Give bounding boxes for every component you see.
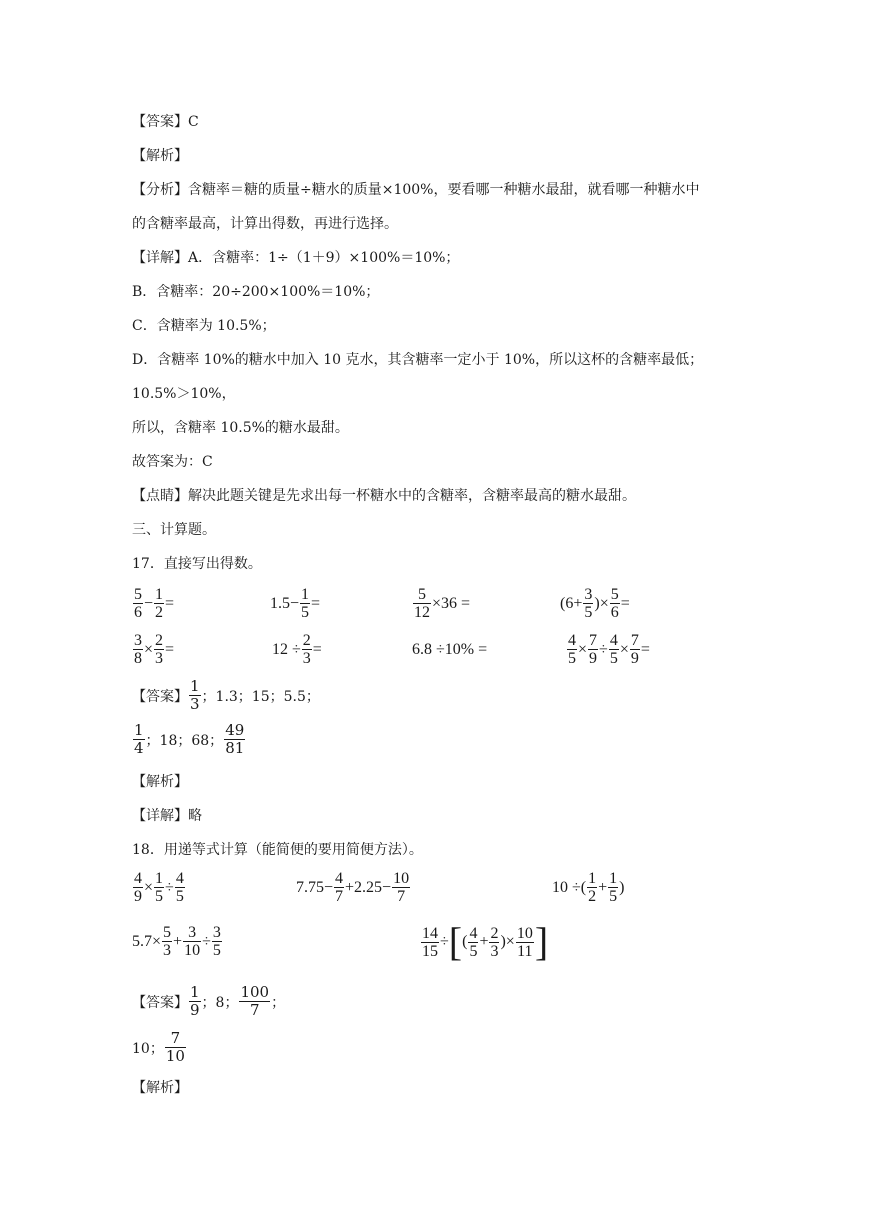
answer-line: 【答案】C — [132, 114, 199, 130]
q17-expr-a: $\frac{5}{6}$ − $\frac{1}{2}$ = — [134, 586, 175, 621]
fraction: $\frac{7}{10}$ — [165, 1029, 185, 1065]
fraction: $\frac{7}{9}$ — [589, 632, 598, 667]
fraction: $\frac{5}{3}$ — [163, 924, 172, 959]
fraction: $\frac{10}{7}$ — [393, 870, 410, 905]
remark: 【点睛】解决此题关键是先求出每一杯糖水中的含糖率，含糖率最高的糖水最甜。 — [132, 488, 636, 504]
analysis-heading-18: 【解析】 — [132, 1080, 188, 1096]
fraction: $\frac{1}{9}$ — [190, 983, 200, 1019]
fraction: $\frac{1}{5}$ — [155, 870, 164, 905]
q18-answer-line-1: 【答案】 $\frac{1}{9}$ ；8； $\frac{100}{7}$ ； — [132, 983, 286, 1019]
fraction: $\frac{4}{5}$ — [568, 632, 576, 667]
question-18-title: 18．用递等式计算（能简便的要用简便方法）。 — [132, 842, 423, 858]
fraction: $\frac{5}{12}$ — [414, 586, 430, 621]
fraction: $\frac{5}{6}$ — [134, 586, 142, 621]
fraction: $\frac{4}{5}$ — [175, 870, 184, 905]
detail-d: D．含糖率 10%的糖水中加入 10 克水，其含糖率一定小于 10%，所以这杯的含糖率最低； — [132, 352, 704, 368]
q17-expr-g: 6.8 ÷10% = — [412, 641, 488, 658]
fraction: $\frac{4}{5}$ — [609, 632, 618, 667]
q17-expr-f: 12 ÷ $\frac{2}{3}$ = — [272, 632, 322, 667]
q18-expr-e: $\frac{14}{15}$ ÷[( $\frac{4}{5}$ + $\frac{2}{3}$ )× $\frac{10}{11}$ ] — [422, 919, 549, 964]
question-17-title: 17．直接写出得数。 — [132, 556, 262, 572]
q18-expr-b: 7.75− $\frac{4}{7}$ +2.25− $\frac{10}{7}$ — [296, 870, 410, 905]
section-heading: 三、计算题。 — [132, 522, 216, 538]
fraction: $\frac{4}{9}$ — [134, 870, 142, 905]
fraction: $\frac{3}{5}$ — [584, 586, 593, 621]
q18-expr-a: $\frac{4}{9}$ × $\frac{1}{5}$ ÷ $\frac{4}{5}$ — [134, 870, 184, 905]
analysis-text-1: 【分析】含糖率＝糖的质量÷糖水的质量×100%，要看哪一种糖水最甜，就看哪一种糖水中 — [132, 182, 700, 198]
fraction: $\frac{2}{3}$ — [490, 924, 499, 960]
q17-answer-line-2: $\frac{1}{4}$ ；18；68； $\frac{49}{81}$ — [134, 721, 245, 757]
fraction: $\frac{4}{5}$ — [469, 924, 478, 960]
q17-expr-e: $\frac{3}{8}$ × $\frac{2}{3}$ = — [134, 632, 175, 667]
q17-answer-line-1: 【答案】 $\frac{1}{3}$ ；1.3；15；5.5； — [132, 677, 320, 713]
detail-b: B．含糖率：20÷200×100%＝10%； — [132, 284, 380, 300]
fraction: $\frac{14}{15}$ — [422, 924, 438, 960]
analysis-heading-17: 【解析】 — [132, 774, 188, 790]
analysis-heading: 【解析】 — [132, 148, 188, 164]
fraction: $\frac{1}{5}$ — [301, 586, 310, 621]
fraction: $\frac{7}{9}$ — [630, 632, 639, 667]
q18-expr-c: 10 ÷( $\frac{1}{2}$ + $\frac{1}{5}$ ) — [552, 870, 625, 905]
q17-expr-b: 1.5− $\frac{1}{5}$ = — [270, 586, 321, 621]
fraction: $\frac{1}{4}$ — [134, 721, 144, 757]
fraction: $\frac{100}{7}$ — [240, 983, 270, 1019]
conclusion: 所以，含糖率 10.5%的糖水最甜。 — [132, 420, 349, 436]
fraction: $\frac{1}{3}$ — [190, 677, 200, 713]
final-answer: 故答案为：C — [132, 454, 213, 470]
fraction: $\frac{49}{81}$ — [225, 721, 245, 757]
fraction: $\frac{2}{3}$ — [155, 632, 164, 667]
q17-expr-d: (6+ $\frac{3}{5}$ )× $\frac{5}{6}$ = — [560, 586, 630, 621]
fraction: $\frac{2}{3}$ — [302, 632, 311, 667]
fraction: $\frac{1}{5}$ — [609, 870, 618, 905]
q18-expr-d: 5.7× $\frac{5}{3}$ + $\frac{3}{10}$ ÷ $\frac{3}{5}$ — [132, 924, 221, 959]
analysis-text-2: 的含糖率最高，计算出得数，再进行选择。 — [132, 216, 398, 232]
detail-c: C．含糖率为 10.5%； — [132, 318, 276, 334]
fraction: $\frac{3}{10}$ — [184, 924, 201, 959]
detail-a: 【详解】A．含糖率：1÷（1＋9）×100%＝10%； — [132, 250, 460, 266]
q18-answer-line-2: 10； $\frac{7}{10}$ — [132, 1029, 185, 1065]
fraction: $\frac{4}{7}$ — [335, 870, 344, 905]
fraction: $\frac{10}{11}$ — [516, 924, 533, 960]
fraction: $\frac{3}{8}$ — [134, 632, 142, 667]
q17-expr-c: $\frac{5}{12}$ ×36 = — [414, 586, 471, 621]
fraction: $\frac{3}{5}$ — [212, 924, 221, 959]
q17-expr-h: $\frac{4}{5}$ × $\frac{7}{9}$ ÷ $\frac{4}{5}$ × $\frac{7}{9}$ = — [568, 632, 650, 667]
detail-17: 【详解】略 — [132, 808, 202, 824]
fraction: $\frac{1}{2}$ — [588, 870, 597, 905]
fraction: $\frac{1}{2}$ — [155, 586, 164, 621]
fraction: $\frac{5}{6}$ — [610, 586, 619, 621]
comparison: 10.5%＞10%， — [132, 386, 236, 402]
